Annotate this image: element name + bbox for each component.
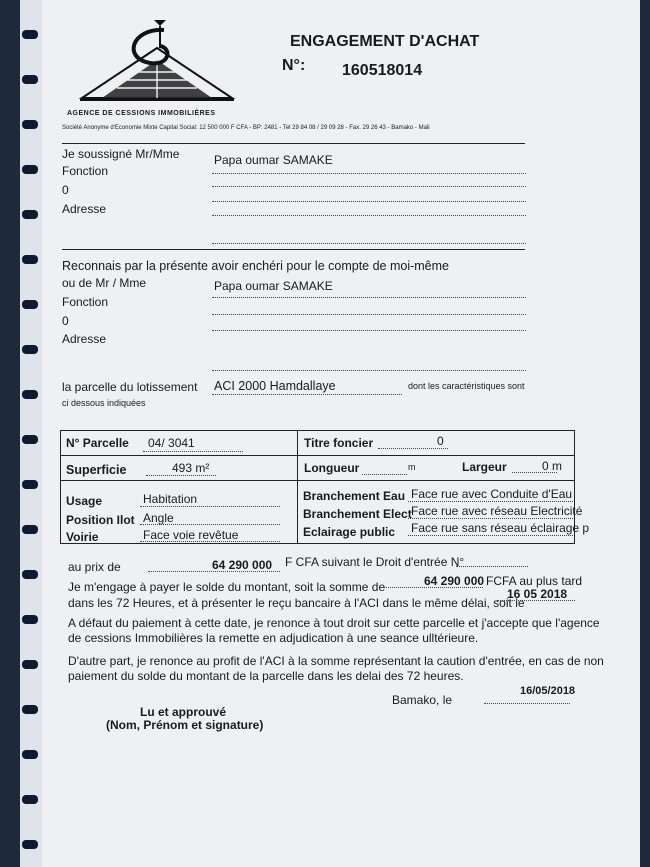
dotted-line: [140, 524, 280, 525]
table-row-line: [60, 480, 574, 481]
land-title-value: 0: [437, 434, 444, 448]
position-value: Angle: [143, 511, 174, 525]
parcel-label: la parcelle du lotissement: [62, 380, 198, 394]
dotted-line: [148, 571, 280, 572]
function-label: Fonction: [62, 295, 109, 309]
parcel-number-label: N° Parcelle: [66, 436, 129, 450]
dotted-line: [146, 475, 216, 476]
water-value: Face rue avec Conduite d'Eau: [411, 487, 573, 501]
address-label: Adresse: [62, 202, 107, 216]
dotted-line: [456, 566, 528, 567]
dotted-line: [212, 173, 526, 174]
binder-ring: [22, 795, 38, 804]
dotted-line: [212, 370, 526, 371]
binder-ring: [22, 705, 38, 714]
table-row-line: [60, 455, 574, 456]
length-unit: m: [408, 462, 416, 472]
binder-ring: [22, 165, 38, 174]
parcel-value: ACI 2000 Hamdallaye: [214, 379, 336, 393]
binder-ring: [22, 480, 38, 489]
zero-label: 0: [62, 314, 69, 328]
binder-strip: [20, 0, 42, 867]
dotted-line: [383, 587, 483, 588]
binder-ring: [22, 75, 38, 84]
zero-label: 0: [62, 183, 69, 197]
binder-ring: [22, 390, 38, 399]
dotted-line: [408, 535, 573, 536]
surface-value: 493 m²: [172, 461, 210, 475]
binder-ring: [22, 660, 38, 669]
agency-name: AGENCE DE CESSIONS IMMOBILIÈRES: [67, 110, 216, 117]
road-value: Face voie revêtue: [143, 528, 239, 542]
default-line-2: de cessions Immobilières la remette en adjudication à une seance ulltérieure.: [68, 631, 479, 645]
binder-ring: [22, 255, 38, 264]
binder-ring: [22, 300, 38, 309]
binder-ring: [22, 210, 38, 219]
deadline-date: 16 05 2018: [507, 587, 568, 601]
commitment-text-a: Je m'engage à payer le solde du montant, soit la somme de: [68, 580, 386, 594]
width-label: Largeur: [462, 460, 507, 474]
characteristics-text: dont les caractéristiques sont: [408, 381, 525, 391]
binder-ring: [22, 525, 38, 534]
default-line-1: A défaut du paiement à cette date, je renonce à tout droit sur cette parcelle et j'accepte que l'agence: [68, 616, 600, 630]
dotted-line: [143, 451, 243, 452]
approved-label: Lu et approuvé: [140, 705, 227, 719]
binder-ring: [22, 345, 38, 354]
dotted-line: [212, 186, 526, 187]
road-label: Voirie: [66, 530, 99, 544]
dotted-line: [140, 541, 280, 542]
or-label: ou de Mr / Mme: [62, 276, 147, 290]
water-label: Branchement Eau: [303, 489, 406, 503]
parcel-number-value: 04/ 3041: [148, 436, 195, 450]
binder-ring: [22, 570, 38, 579]
dotted-line: [212, 201, 526, 202]
width-value: 0 m: [542, 459, 563, 473]
price-suffix: F CFA suivant le Droit d'entrée N°: [285, 555, 465, 569]
binder-ring: [22, 120, 38, 129]
undersigned-label: Je soussigné Mr/Mme: [62, 147, 180, 161]
land-title-label: Titre foncier: [304, 436, 374, 450]
public-lighting-value: Face rue sans réseau éclairage p: [411, 521, 590, 535]
dotted-line: [212, 330, 526, 331]
agency-info: Société Anonyme d'Economie Mixte Capital Social: 12 500 000 F CFA - BP: 2481 - Tel 29 84 08 / 29 09 28 - Fax. 29 26 43 - Bamako - Mali: [62, 125, 430, 131]
number-label: N°:: [282, 57, 306, 74]
address-label: Adresse: [62, 332, 107, 346]
document-title: ENGAGEMENT D'ACHAT: [290, 33, 480, 50]
electricity-value: Face rue avec réseau Electricité: [411, 504, 583, 518]
commitment-line-2: dans les 72 Heures, et à présenter le reçu bancaire à l'ACI dans le même délai, soit le: [68, 596, 525, 610]
place-label: Bamako, le: [392, 693, 453, 707]
position-label: Position Ilot: [66, 513, 135, 527]
below-text: ci dessous indiquées: [62, 398, 146, 408]
binder-ring: [22, 435, 38, 444]
length-label: Longueur: [304, 461, 360, 475]
binder-ring: [22, 615, 38, 624]
dotted-line: [212, 215, 526, 216]
dotted-line: [378, 448, 448, 449]
price-value: 64 290 000: [212, 558, 273, 572]
dotted-line: [212, 297, 526, 298]
signature-hint: (Nom, Prénom et signature): [106, 718, 264, 732]
section-divider: [62, 249, 525, 250]
dotted-line: [140, 506, 280, 507]
dotted-line: [497, 600, 575, 601]
table-col-line: [297, 430, 298, 543]
public-lighting-label: Eclairage public: [303, 525, 396, 539]
surface-label: Superficie: [66, 463, 127, 477]
function-label: Fonction: [62, 164, 109, 178]
undersigned-value: Papa oumar SAMAKE: [214, 153, 333, 167]
price-label: au prix de: [68, 560, 121, 574]
dotted-line: [212, 243, 526, 244]
dotted-line: [408, 501, 573, 502]
waiver-line-1: D'autre part, je renonce au profit de l'ACI à la somme représentant la caution d'entrée, en cas de non: [68, 654, 604, 668]
dotted-line: [484, 703, 570, 704]
binder-ring: [22, 30, 38, 39]
binder-ring: [22, 750, 38, 759]
waiver-line-2: paiement du solde du montant de la parcelle dans les delai des 72 heures.: [68, 669, 464, 683]
binder-ring: [22, 840, 38, 849]
aci-logo-icon: [72, 18, 242, 118]
dotted-line: [212, 394, 402, 395]
electricity-label: Branchement Elect: [303, 507, 412, 521]
usage-label: Usage: [66, 494, 103, 508]
commitment-text-b: FCFA au plus tard: [486, 574, 583, 588]
header-rule: [62, 143, 525, 144]
recognize-text: Reconnais par la présente avoir enchéri pour le compte de moi-même: [62, 259, 449, 273]
dotted-line: [212, 314, 526, 315]
usage-value: Habitation: [143, 492, 198, 506]
commitment-amount: 64 290 000: [424, 574, 485, 588]
or-value: Papa oumar SAMAKE: [214, 279, 333, 293]
dotted-line: [408, 518, 573, 519]
document-number: 160518014: [342, 62, 423, 79]
dotted-line: [362, 474, 407, 475]
signature-date: 16/05/2018: [520, 685, 576, 697]
